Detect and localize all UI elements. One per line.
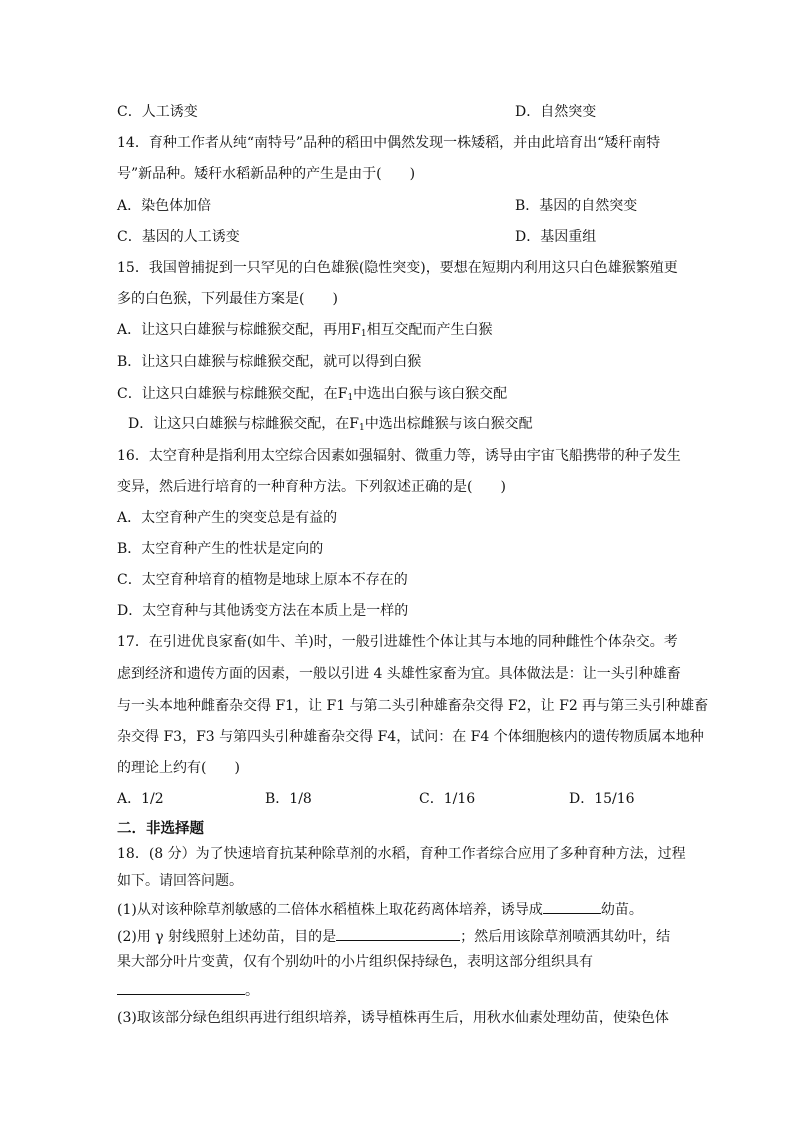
q13-option-c[interactable]: C．人工诱变 — [117, 104, 198, 120]
q15-option-c-sub: 1 — [347, 393, 354, 403]
q18-part2-text-end: ；然后用该除草剂喷洒其幼叶，结 — [460, 929, 671, 945]
q18-part1-text: (1)从对该种除草剂敏感的二倍体水稻植株上取花药离体培养，诱导成 — [117, 902, 543, 918]
q16-stem-line1: 16．太空育种是指利用太空综合因素如强辐射、微重力等，诱导由宇宙飞船携带的种子发生 — [117, 448, 681, 464]
q17-option-c[interactable]: C．1/16 — [419, 791, 476, 807]
q14-option-d[interactable]: D．基因重组 — [515, 229, 597, 245]
q16-option-d[interactable]: D．太空育种与其他诱变方法在本质上是一样的 — [117, 603, 409, 619]
q18-part1-text-end: 幼苗。 — [600, 902, 643, 918]
q13-options-cd — [117, 102, 597, 122]
q15-option-c[interactable] — [117, 384, 507, 408]
section-heading: 二．非选择题 — [117, 820, 204, 837]
q14-stem-line2: 号”新品种。矮秆水稻新品种的产生是由于( ) — [117, 166, 416, 182]
q15-option-d[interactable] — [128, 414, 533, 438]
q15-option-b[interactable]: B．让这只白雄猴与棕雌猴交配，就可以得到白猴 — [117, 354, 422, 370]
q18-stem-line1: 18．(8 分）为了快速培育抗某种除草剂的水稻，育种工作者综合应用了多种育种方法，过程 — [117, 846, 686, 862]
q15-option-d-sub: 1 — [358, 423, 365, 433]
q14-option-a[interactable]: A．染色体加倍 — [117, 198, 212, 214]
q18-part3: (3)取该部分绿色组织再进行组织培养，诱导植株再生后，用秋水仙素处理幼苗，使染色体 — [117, 1010, 669, 1026]
q14-stem-line1: 14．育种工作者从纯“南特号”品种的稻田中偶然发现一株矮稻，并由此培育出“矮秆南特 — [117, 135, 661, 151]
q18-part2-line2: 果大部分叶片变黄，仅有个别幼叶的小片组织保持绿色，表明这部分组织具有 — [117, 954, 593, 970]
q15-option-d-text-end: 中选出棕雌猴与该白猴交配 — [364, 416, 533, 432]
q16-option-b[interactable]: B．太空育种产生的性状是定向的 — [117, 541, 324, 557]
q15-option-d-text: D．让这只白雄猴与棕雌猴交配，在F — [128, 416, 359, 432]
q14-options-cd — [117, 227, 597, 247]
q17-stem-line2: 虑到经济和遗传方面的因素，一般以引进 4 头雄性家畜为宜。具体做法是：让一头引种雄畜 — [117, 666, 681, 682]
q15-option-a-text: A．让这只白雄猴与棕雌猴交配，再用F — [117, 322, 361, 338]
q18-part2-text: (2)用 γ 射线照射上述幼苗，目的是 — [117, 929, 337, 945]
q14-option-c[interactable]: C．基因的人工诱变 — [117, 229, 240, 245]
q16-option-c[interactable]: C．太空育种培育的植物是地球上原本不存在的 — [117, 572, 408, 588]
q17-option-a[interactable]: A．1/2 — [117, 791, 164, 807]
q18-part1-blank[interactable] — [543, 898, 601, 914]
q17-option-d[interactable]: D．15/16 — [569, 791, 635, 807]
q17-stem-line4: 杂交得 F3，F3 与第四头引种雄畜杂交得 F4，试问：在 F4 个体细胞核内的遗传物质属本地种 — [117, 729, 704, 745]
q18-part2 — [117, 925, 670, 947]
q18-stem-line2: 如下。请回答问题。 — [117, 873, 243, 889]
q18-part1 — [117, 898, 643, 920]
q15-option-c-text: C．让这只白雄猴与棕雌猴交配，在F — [117, 386, 348, 402]
q17-option-b[interactable]: B．1/8 — [265, 791, 312, 807]
q16-stem-line2: 变异，然后进行培育的一种育种方法。下列叙述正确的是( ) — [117, 479, 506, 495]
q14-options-ab — [117, 196, 638, 216]
q15-stem-line1: 15．我国曾捕捉到一只罕见的白色雄猴(隐性突变)，要想在短期内利用这只白色雄猴繁殖更 — [117, 260, 678, 276]
q18-part2-blank2[interactable] — [117, 979, 245, 995]
q18-part2-end: 。 — [245, 983, 259, 999]
q17-stem-line5: 的理论上约有( ) — [117, 760, 240, 776]
q18-part2-answer-line — [117, 979, 259, 1001]
q18-part2-blank[interactable] — [336, 925, 460, 941]
q13-option-d[interactable]: D．自然突变 — [515, 104, 597, 120]
q17-stem-line3: 与一头本地种雌畜杂交得 F1，让 F1 与第二头引种雄畜杂交得 F2，让 F2 再与第三头引种雄畜 — [117, 698, 709, 714]
q15-option-a-text-end: 相互交配而产生白猴 — [366, 322, 493, 338]
q16-option-a[interactable]: A．太空育种产生的突变总是有益的 — [117, 510, 338, 526]
q14-option-b[interactable]: B．基因的自然突变 — [515, 198, 638, 214]
q15-option-a[interactable] — [117, 320, 493, 344]
q15-option-c-text-end: 中选出白猴与该白猴交配 — [353, 386, 508, 402]
q15-stem-line2: 多的白色猴，下列最佳方案是( ) — [117, 291, 338, 307]
q15-option-a-sub: 1 — [360, 329, 367, 339]
q17-stem-line1: 17．在引进优良家畜(如牛、羊)时，一般引进雄性个体让其与本地的同种雌性个体杂交。考 — [117, 634, 678, 650]
